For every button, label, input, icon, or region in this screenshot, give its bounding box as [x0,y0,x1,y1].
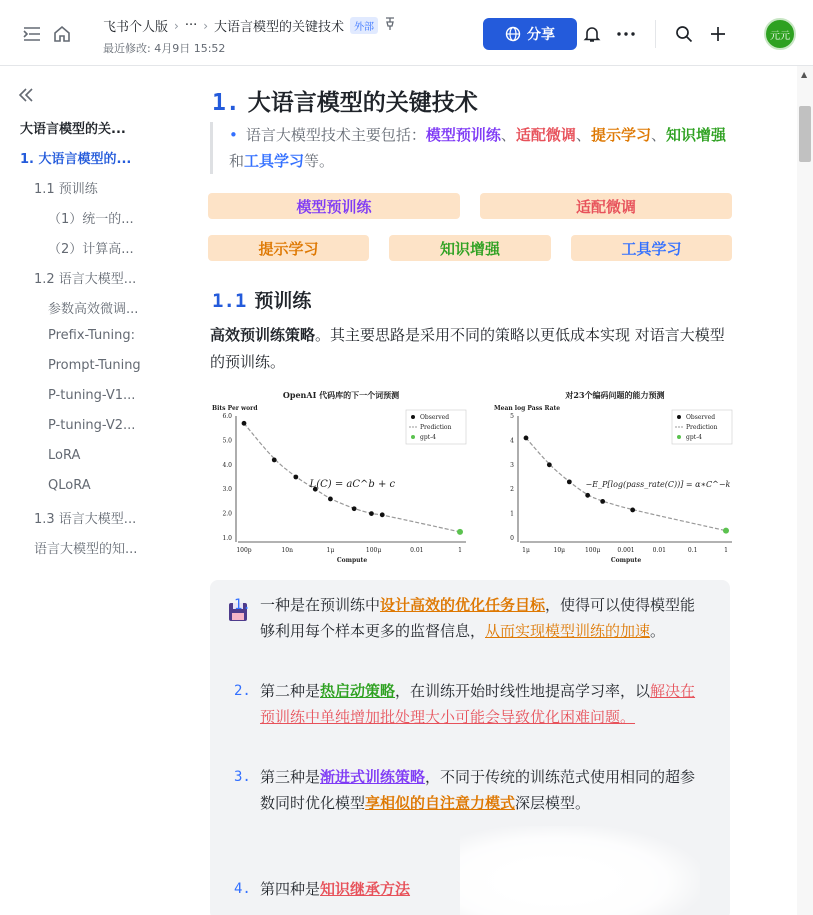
keyword: 提示学习 [590,126,651,144]
toc-item-active[interactable]: 1. 大语言模型的... [20,152,132,167]
intro-text: 语言大模型技术主要包括： [245,126,426,144]
toc-item[interactable]: （2）计算高... [48,242,134,257]
bullet-icon: • [229,126,238,144]
observed-point [630,508,635,513]
toc-item[interactable]: 语言大模型的知... [34,542,138,557]
y-tick-label: 4 [510,437,514,445]
document-body [160,66,797,915]
heading-text: 大语言模型的关键技术 [247,90,478,116]
chart-title: OpenAI 代码库的下一个词预测 [282,390,400,400]
keyword: 工具学习 [244,152,305,170]
chart-next-word-prediction [210,386,472,566]
legend-label: Prediction [686,424,718,431]
list-highlight: 知识继承方法 [320,880,411,898]
search-icon[interactable] [674,24,694,44]
chart-ylabel: Bits Per word [212,405,258,412]
list-text: 第四种是 [260,880,321,898]
list-number: 3. [234,769,251,785]
toc-item[interactable]: 大语言模型的关... [20,122,126,137]
list-text: ，使得可以使得模型能够利用每个样本更多的监督信息， [260,596,696,640]
intro-sep: 、 [650,126,666,144]
x-tick-label: 1 [724,547,728,554]
paragraph [210,322,730,376]
add-icon[interactable] [708,24,728,44]
outline-toggle-icon[interactable] [22,24,42,44]
y-tick-label: 4.0 [222,461,232,469]
list-number: 2. [234,683,251,699]
tag-tool-learning: 工具学习 [571,235,732,261]
chart-annotation: −E_P[log(pass_rate(C))] = α∗C^−k [585,480,731,489]
legend-label: gpt-4 [686,434,702,441]
x-tick-label: 1 [458,547,462,554]
para-bold: 高效预训练策略 [210,326,316,344]
heading-number: 1.1 [212,290,247,312]
list-underline: 享相似的自注意力模式 [365,794,516,812]
heading-1 [212,84,478,117]
chart-xlabel: Compute [336,557,368,564]
avatar[interactable]: 元元 [764,18,796,50]
para-text: 。其主要思路是采用不同的策略以更低成本实现 对语言大模型的预训练。 [210,326,725,371]
keyword: 模型预训练 [425,126,501,144]
toc-item[interactable]: Prefix-Tuning: [48,328,135,343]
globe-icon [505,26,521,42]
gpt4-point [457,529,463,535]
toc-item[interactable]: P-tuning-V2... [48,418,136,433]
y-tick-label: 3.0 [222,486,232,494]
toc-item[interactable]: 1.2 语言大模型... [34,272,137,287]
observed-point [272,458,277,463]
breadcrumb [103,16,396,35]
x-tick-label: 10n [281,547,293,554]
list-underline: 从而实现模型训练的加速 [485,622,651,640]
heading-number: 1. [212,90,240,116]
observed-point [547,462,552,467]
toc-item[interactable]: P-tuning-V1... [48,388,136,403]
x-tick-label: 0.1 [687,547,698,554]
vertical-scrollbar[interactable] [797,66,813,915]
list-highlight: 渐进式训练策略 [320,768,426,786]
legend-marker-gpt4 [677,435,681,439]
legend-label: gpt-4 [420,434,436,441]
x-tick-label: 1μ [326,547,335,554]
observed-point [600,499,605,504]
observed-point [524,436,529,441]
pin-icon[interactable] [384,17,396,35]
y-tick-label: 5.0 [222,437,232,445]
observed-point [328,497,333,502]
blur-overlay [460,826,700,915]
outline-sidebar [0,66,160,915]
x-tick-label: 1μ [522,547,530,554]
observed-point [585,493,590,498]
observed-point [352,506,357,511]
legend-label: Prediction [420,424,452,431]
intro-sep: 、 [500,126,516,144]
chart-title: 对23个编码问题的能力预测 [565,390,665,400]
x-tick-label: 100μ [584,547,601,554]
list-text: 深层模型。 [515,794,591,812]
list-item [234,678,700,730]
doc-title[interactable]: 大语言模型的关键技术 [214,20,345,35]
list-text: 。 [650,622,666,640]
tag-finetuning: 适配微调 [480,193,732,219]
y-tick-label: 2 [510,486,514,494]
observed-point [567,479,572,484]
last-modified: 最近修改: 4月9日 15:52 [103,42,226,55]
external-badge: 外部 [350,17,378,34]
toc-item[interactable]: Prompt-Tuning [48,358,141,373]
breadcrumb-more[interactable]: ··· [184,18,198,33]
observed-point [380,512,385,517]
collapse-sidebar-icon[interactable] [18,86,34,107]
toc-item[interactable]: 1.1 预训练 [34,182,98,197]
heading-2 [212,286,311,313]
intro-quote [210,122,730,174]
intro-sep: 、 [575,126,591,144]
legend-marker-observed [677,415,681,419]
x-tick-label: 0.01 [410,547,424,554]
keyword: 知识增强 [665,126,726,144]
intro-suffix: 等。 [304,152,335,170]
y-tick-label: 2.0 [222,510,232,518]
heading-text: 预训练 [254,290,312,312]
bell-icon[interactable] [582,24,602,44]
list-underline: 解决在预训练中单纯增加批处理大小可能会导致优化困难问题。 [260,682,696,726]
x-tick-label: 0.001 [617,547,635,554]
scroll-up-arrow-icon[interactable]: ▲ [801,70,808,79]
list-text: 一种是在预训练中 [260,596,381,614]
legend-label: Observed [686,414,716,421]
breadcrumb-separator: › [174,18,179,33]
tag-pretraining: 模型预训练 [208,193,460,219]
toc-item[interactable]: 1.3 语言大模型... [34,512,137,527]
legend-marker-observed [411,415,415,419]
chart-ylabel: Mean log Pass Rate [494,405,561,412]
y-tick-label: 1.0 [222,535,232,542]
y-tick-label: 3 [510,461,514,469]
y-tick-label: 6.0 [222,413,232,420]
y-tick-label: 5 [510,413,514,420]
list-number: 4. [234,881,251,897]
x-tick-label: 100μ [365,547,382,554]
list-item [234,592,700,644]
x-tick-label: 100p [236,547,252,554]
list-text: ，不同于传统的训练范式使用相同的超参数同时优化模型 [260,768,696,812]
divider [655,20,656,48]
list-item [234,764,700,816]
scroll-thumb[interactable] [799,106,811,162]
toc-item[interactable]: QLoRA [48,478,91,493]
list-number: 1. [234,597,251,613]
top-bar [0,0,813,66]
list-text: 第三种是 [260,768,321,786]
gpt4-point [723,528,729,534]
more-icon[interactable] [616,24,636,44]
breadcrumb-separator: › [203,18,209,33]
list-highlight: 设计高效的优化任务目标 [380,596,546,614]
intro-sep: 和 [229,152,245,170]
chart-xlabel: Compute [610,557,642,564]
observed-point [242,421,247,426]
toc-item[interactable]: LoRA [48,448,81,463]
keyword: 适配微调 [515,126,576,144]
share-label: 分享 [527,27,555,43]
observed-point [369,511,374,516]
y-tick-label: 1 [510,510,514,518]
list-text: 第二种是 [260,682,321,700]
chart-coding-capability [484,386,746,566]
x-tick-label: 10μ [553,547,566,554]
x-tick-label: 0.01 [652,547,667,554]
y-tick-label: 0 [510,535,514,542]
home-icon[interactable] [52,24,72,44]
observed-point [293,475,298,480]
toc-item[interactable]: 参数高效微调... [48,302,139,317]
tag-prompt-learning: 提示学习 [208,235,369,261]
chart-annotation: L(C) = aC^b + c [309,479,396,490]
tag-knowledge: 知识增强 [389,235,551,261]
toc-item[interactable]: （1）统一的... [48,212,134,227]
share-button[interactable] [483,18,577,50]
list-text: ，在训练开始时线性地提高学习率，以 [395,682,651,700]
list-highlight: 热启动策略 [320,682,396,700]
breadcrumb-root[interactable]: 飞书个人版 [103,20,169,35]
legend-marker-gpt4 [411,435,415,439]
legend-label: Observed [420,414,450,421]
